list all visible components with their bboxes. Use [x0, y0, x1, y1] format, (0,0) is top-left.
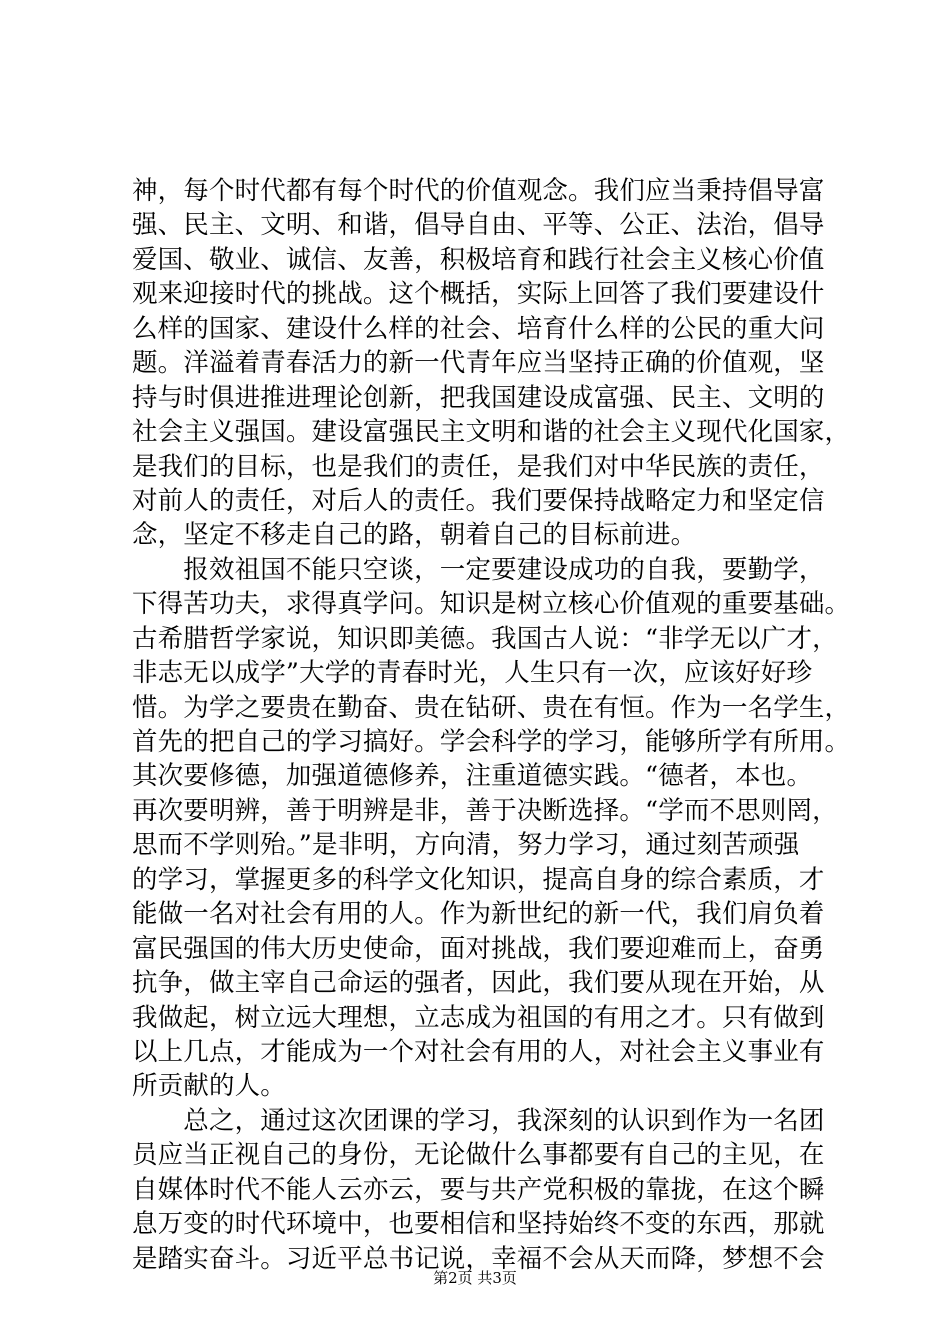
text-line: 总之，通过这次团课的学习，我深刻的认识到作为一名团	[132, 1105, 825, 1136]
text-line: 是我们的目标，也是我们的责任，是我们对中华民族的责任，	[132, 451, 825, 482]
text-line: 么样的国家、建设什么样的社会、培育什么样的公民的重大问	[132, 313, 825, 344]
text-line: 我做起，树立远大理想，立志成为祖国的有用之才。只有做到	[132, 1002, 825, 1033]
text-line: 对前人的责任，对后人的责任。我们要保持战略定力和坚定信	[132, 485, 825, 516]
text-line: 念，坚定不移走自己的路，朝着自己的目标前进。	[132, 520, 697, 551]
text-line: 的学习，掌握更多的科学文化知识，提高自身的综合素质，才	[132, 864, 825, 895]
text-line: 古希腊哲学家说，知识即美德。我国古人说：“非学无以广才，	[132, 623, 838, 654]
text-line: 社会主义强国。建设富强民主文明和谐的社会主义现代化国家，	[132, 417, 851, 448]
text-line: 再次要明辨，善于明辨是非，善于决断选择。“学而不思则罔，	[132, 795, 838, 826]
text-line: 其次要修德，加强道德修养，注重道德实践。“德者，本也。	[132, 761, 813, 792]
text-line: 惜。为学之要贵在勤奋、贵在钻研、贵在有恒。作为一名学生，	[132, 692, 851, 723]
text-line: 强、民主、文明、和谐，倡导自由、平等、公正、法治，倡导	[132, 210, 825, 241]
text-line: 所贡献的人。	[132, 1071, 286, 1102]
text-line: 富民强国的伟大历史使命，面对挑战，我们要迎难而上，奋勇	[132, 933, 825, 964]
text-line: 神，每个时代都有每个时代的价值观念。我们应当秉持倡导富	[132, 176, 825, 206]
text-line: 持与时俱进推进理论创新，把我国建设成富强、民主、文明的	[132, 382, 825, 413]
text-line: 是踏实奋斗。习近平总书记说，幸福不会从天而降，梦想不会	[132, 1243, 825, 1274]
text-line: 抗争，做主宰自己命运的强者，因此，我们要从现在开始，从	[132, 968, 825, 999]
text-line: 自媒体时代不能人云亦云，要与共产党积极的靠拢，在这个瞬	[132, 1174, 825, 1205]
text-line: 能做一名对社会有用的人。作为新世纪的新一代，我们肩负着	[132, 899, 825, 930]
text-line: 题。洋溢着青春活力的新一代青年应当坚持正确的价值观，坚	[132, 348, 825, 379]
text-line: 首先的把自己的学习搞好。学会科学的学习，能够所学有所用。	[132, 727, 851, 757]
text-line: 下得苦功夫，求得真学问。知识是树立核心价值观的重要基础。	[132, 589, 851, 620]
text-line: 观来迎接时代的挑战。这个概括，实际上回答了我们要建设什	[132, 279, 825, 310]
text-line: 报效祖国不能只空谈，一定要建设成功的自我，要勤学，	[132, 554, 825, 585]
text-line: 爱国、敬业、诚信、友善，积极培育和践行社会主义核心价值	[132, 244, 825, 275]
text-line: 以上几点，才能成为一个对社会有用的人，对社会主义事业有	[132, 1036, 825, 1067]
text-line: 非志无以成学”大学的青春时光，人生只有一次，应该好好珍	[132, 658, 813, 689]
text-line: 思而不学则殆。”是非明，方向清，努力学习，通过刻苦顽强	[132, 830, 800, 861]
text-line: 息万变的时代环境中，也要相信和坚持始终不变的东西，那就	[132, 1209, 825, 1240]
body-text	[132, 174, 851, 1276]
text-line: 员应当正视自己的身份，无论做什么事都要有自己的主见，在	[132, 1140, 825, 1171]
page-number-footer: 第2页 共3页	[433, 1269, 517, 1287]
